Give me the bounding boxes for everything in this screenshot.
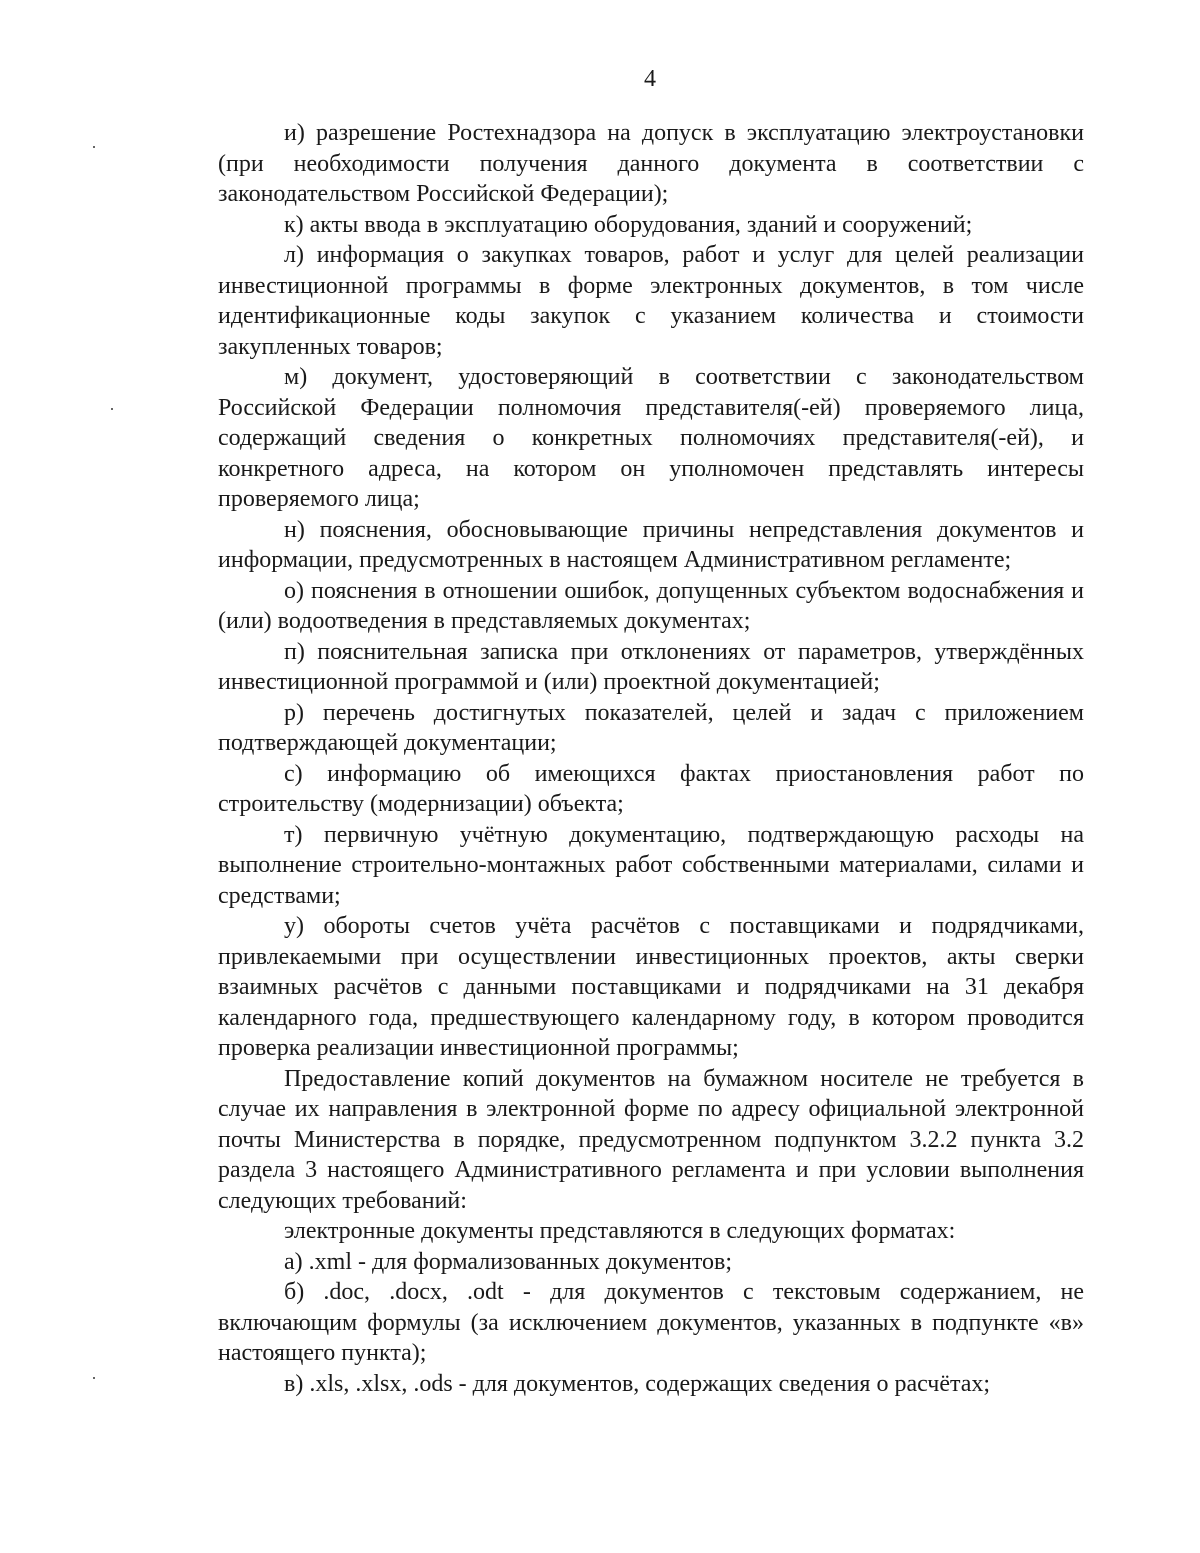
scan-speck xyxy=(93,146,95,148)
format-item-v: в) .xls, .xlsx, .ods - для документов, содержащих сведения о расчётах; xyxy=(284,1370,991,1397)
paragraph-formats-intro: электронные документы представляются в следующих форматах: xyxy=(284,1218,956,1244)
scan-speck xyxy=(93,1377,95,1379)
scan-speck xyxy=(111,408,113,410)
list-item-s: с) информацию об имеющихся фактах приостановления работ по строительству (модернизации) объекта; xyxy=(218,760,1084,817)
list-item-r: р) перечень достигнутых показателей, целей и задач с приложением подтверждающей документации; xyxy=(218,699,1084,756)
list-item-l: л) информация о закупках товаров, работ и услуг для целей реализации инвестиционной программы в форме электронных документов, в том числе идентификационные коды закупок с указанием количества и стоимости закупленных товаров; xyxy=(218,242,1084,360)
list-item-k: к) акты ввода в эксплуатацию оборудования, зданий и сооружений; xyxy=(284,211,973,238)
list-item-t: т) первичную учётную документацию, подтверждающую расходы на выполнение строительно-монтажных работ собственными материалами, силами и средствами; xyxy=(218,821,1084,909)
document-body xyxy=(218,118,1084,1399)
list-item-o: о) пояснения в отношении ошибок, допущенных субъектом водоснабжения и (или) водоотведения в представляемых документах; xyxy=(218,577,1084,634)
format-item-b: б) .doc, .docx, .odt - для документов с текстовым содержанием, не включающим формулы (за исключением документов, указанных в подпункте «в» настоящего пункта); xyxy=(218,1279,1084,1366)
paragraph-electronic-copies: Предоставление копий документов на бумажном носителе не требуется в случае их направления в электронной форме по адресу официальной электронной почты Министерства в порядке, предусмотренном подпунктом 3.2.2 пункта 3.2 раздела 3 настоящего Административного регламента и при условии выполнения следующих требований: xyxy=(218,1065,1084,1214)
list-item-u: у) обороты счетов учёта расчётов с поставщиками и подрядчиками, привлекаемыми при осуществлении инвестиционных проектов, акты сверки взаимных расчётов с данными поставщиками и подрядчиками на 31 декабря календарного года, предшествующего календарному году, в котором проводится проверка реализации инвестиционной программы; xyxy=(218,913,1084,1061)
list-item-i: и) разрешение Ростехнадзора на допуск в эксплуатацию электроустановки (при необходимости получения данного документа в соответствии с законодательством Российской Федерации); xyxy=(218,120,1084,207)
format-item-a: а) .xml - для формализованных документов; xyxy=(284,1248,732,1275)
list-item-m: м) документ, удостоверяющий в соответствии с законодательством Российской Федерации полномочия представителя(-ей) проверяемого лица, содержащий сведения о конкретных полномочиях представителя(-ей), и конкретного адреса, на котором он уполномочен представлять интересы проверяемого лица; xyxy=(218,364,1084,512)
list-item-p: п) пояснительная записка при отклонениях от параметров, утверждённых инвестиционной программой и (или) проектной документацией; xyxy=(218,638,1084,695)
list-item-n: н) пояснения, обосновывающие причины непредставления документов и информации, предусмотренных в настоящем Административном регламенте; xyxy=(218,516,1084,573)
page-number: 4 xyxy=(644,66,656,92)
